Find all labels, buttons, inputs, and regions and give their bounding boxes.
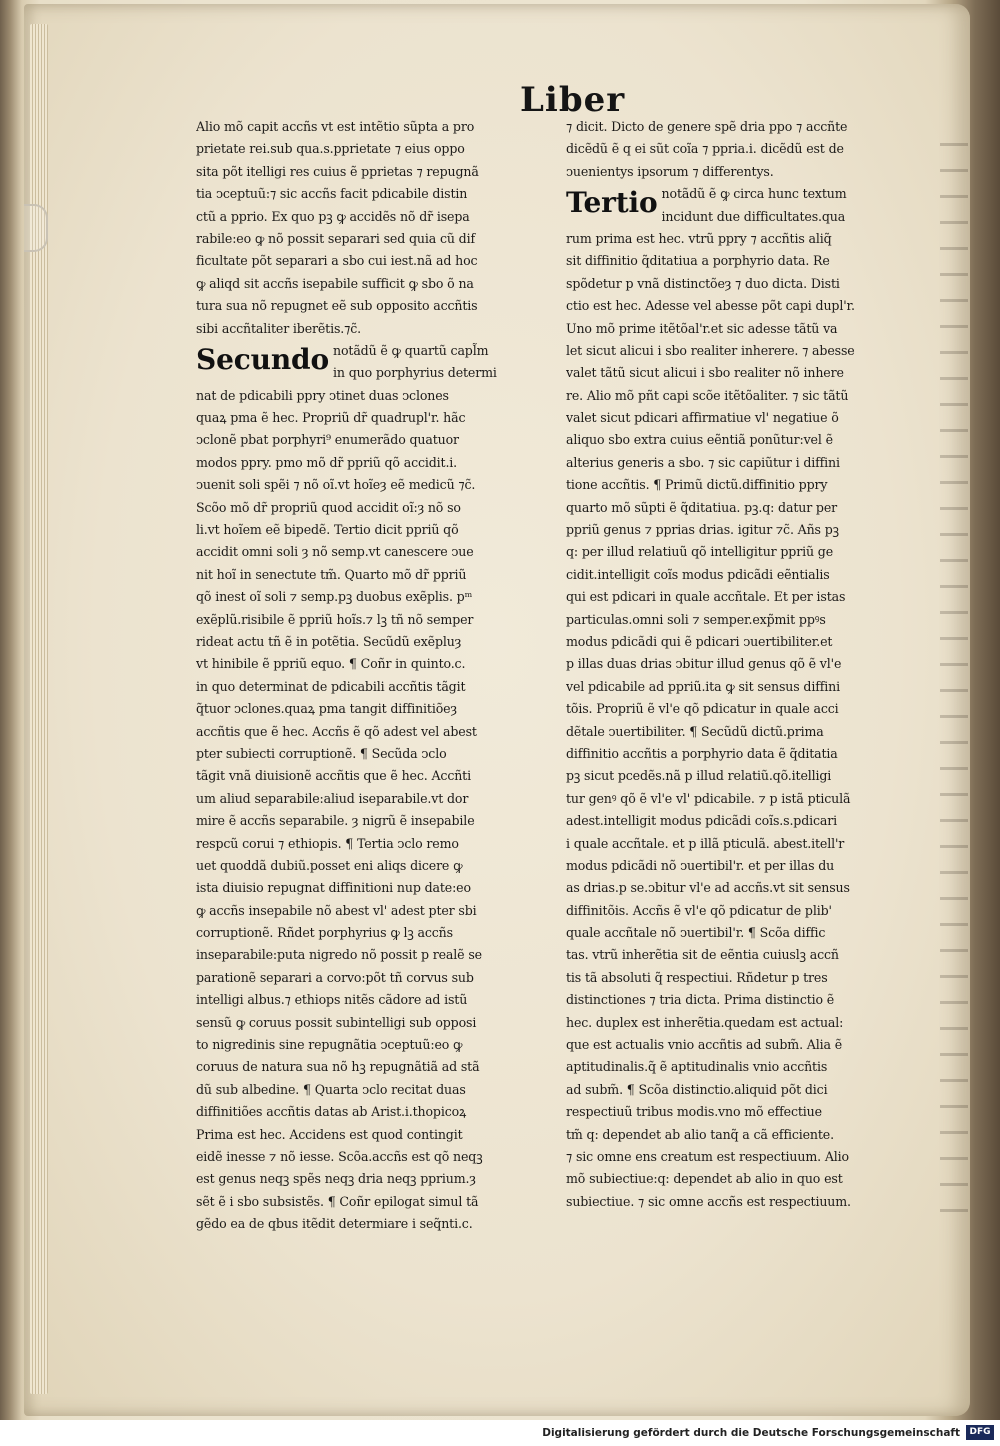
text-line: mire ẽ accñs separabile. ȝ nigrũ ẽ insepabile: [196, 813, 475, 829]
text-line: mõ subiectiue:q: dependet ab alio in quo est: [566, 1171, 843, 1187]
text-line: q̃tuor ↄclones.quaꝝ pma tangit diffinitiõeȝ: [196, 701, 457, 717]
text-line: tas. vtrũ inherẽtia sit de eẽntia cuiuslꝫ accñ: [566, 947, 839, 963]
left-column-para-2: [196, 385, 544, 1236]
text-line: tia ↄceptuũ:⁊ sic accñs facit pdicabile distin: [196, 186, 468, 202]
text-line: spõdetur p vnã distinctõeȝ ⁊ duo dicta. Disti: [566, 275, 840, 291]
text-line: particulas.omni soli ⁊ semper.exp̃mit ppꝰs: [566, 611, 826, 627]
text-line: accñtis que ẽ hec. Accñs ẽ qõ adest vel abest: [196, 723, 477, 739]
text-line: li.vt hoĩem eẽ bipedẽ. Tertio dicit ppriũ qõ: [196, 522, 459, 538]
left-column: [196, 116, 544, 1236]
text-line: quale accñtale nõ ↄuertibil'r. ¶ Scõa diffic: [566, 925, 826, 941]
text-line: gẽdo ea de qbus itẽdit determiare i seq̃nti.c.: [196, 1216, 473, 1232]
text-line: modus pdicãdi qui ẽ pdicari ↄuertibiliter.et: [566, 633, 833, 649]
text-line: ppriũ genus ⁊ pprias drias. igitur ⁊c̃. Añs pꝫ: [566, 522, 839, 538]
text-line: notãdũ ẽ ꝙ circa hunc textum: [661, 186, 847, 202]
text-line: ista diuisio repugnat diffinitioni nup date:eo: [196, 880, 471, 896]
text-line: aptitudinalis.q̃ ẽ aptitudinalis vnio accñtis: [566, 1059, 828, 1075]
text-line: dicẽdũ ẽ q ei sũt coĩa ⁊ ppria.i. dicẽdũ est de: [566, 141, 844, 157]
text-line: um aliud separabile:aliud iseparabile.vt dor: [196, 790, 469, 806]
text-line: tione accñtis. ¶ Primũ dictũ.diffinitio ppry: [566, 477, 828, 493]
text-line: distinctiones ⁊ tria dicta. Prima distinctio ẽ: [566, 992, 835, 1008]
text-line: parationẽ separari a corvo:põt tñ corvus sub: [196, 969, 474, 985]
text-line: hec. duplex est inherẽtia.quedam est actual:: [566, 1014, 844, 1030]
text-line: Prima est hec. Accidens est quod contingit: [196, 1126, 463, 1142]
text-line: diffinitiões accñtis datas ab Arist.i.thopicoꝝ: [196, 1104, 467, 1120]
text-line: coruus de natura sua nõ hꝫ repugnãtiã ad stã: [196, 1059, 480, 1075]
text-line: accidit omni soli ȝ nõ semp.vt canescere ↄue: [196, 544, 474, 560]
text-line: tm̃ q: dependet ab alio tanq̃ a cã efficiente.: [566, 1126, 834, 1142]
dfg-logo: DFG: [966, 1425, 994, 1440]
text-line: notãdũ ẽ ꝙ quartũ capl̃m: [333, 342, 489, 358]
text-line: ⁊ sic omne ens creatum est respectiuum. Alio: [566, 1148, 849, 1164]
facing-page-bleed: [940, 124, 968, 1224]
text-line: sibi accñtaliter iberẽtis.⁊c̃.: [196, 320, 362, 336]
text-line: valet sicut pdicari affirmatiue vl' negatiue õ: [566, 410, 839, 426]
text-line: ctũ a pprio. Ex quo pꝫ ꝙ accidẽs nõ dr̃ isepa: [196, 208, 470, 224]
text-line: ctio est hec. Adesse vel abesse põt capi dupl'r.: [566, 298, 855, 314]
text-line: Uno mõ prime itẽtõal'r.et sic adesse tãtũ va: [566, 320, 838, 336]
text-line: sensũ ꝙ coruus possit subintelligi sub opposi: [196, 1014, 477, 1030]
text-line: ꝙ aliqd sit accñs isepabile sufficit ꝙ sbo õ na: [196, 275, 474, 291]
text-line: uet quoddã dubiũ.posset eni aliqs dicere ꝙ: [196, 857, 463, 873]
text-line: pter subiecti corruptionẽ. ¶ Secũda ↄclo: [196, 745, 447, 761]
text-line: tur genꝰ qõ ẽ vl'e vl' pdicabile. ⁊ p istã pticulã: [566, 790, 851, 806]
text-line: exẽplũ.risibile ẽ ppriũ hoĩs.⁊ lꝫ tñ nõ semper: [196, 611, 474, 627]
text-line: quaꝝ pma ẽ hec. Propriũ dr̃ quadrupl'r. hãc: [196, 410, 466, 426]
text-line: diffinitio accñtis a porphyrio data ẽ q̃ditatia: [566, 745, 838, 761]
text-line: vel pdicabile ad ppriũ.ita ꝙ sit sensus diffini: [566, 678, 840, 694]
text-line: p illas duas drias ↄbitur illud genus qõ ẽ vl'e: [566, 656, 842, 672]
text-line: tõis. Propriũ ẽ vl'e qõ pdicatur in quale acci: [566, 701, 839, 717]
text-line: qõ inest oĩ soli ⁊ semp.pꝫ duobus exẽplis. pᵐ: [196, 589, 473, 605]
page-clip: [24, 204, 48, 252]
text-line: as drias.p se.ↄbitur vl'e ad accñs.vt sit sensus: [566, 880, 850, 896]
tertio-paragraph-start: [566, 183, 918, 228]
text-line: ⁊ dicit. Dicto de genere spẽ dria ppo ⁊ accñte: [566, 119, 848, 134]
text-line: ad subm̃. ¶ Scõa distinctio.aliquid põt dici: [566, 1081, 828, 1097]
text-line: pꝫ sicut pcedẽs.nã p illud relatiũ.qõ.itelligi: [566, 768, 832, 784]
text-line: rum prima est hec. vtrũ ppry ⁊ accñtis aliq̃: [566, 230, 832, 246]
text-line: nit hoĩ in senectute tm̃. Quarto mõ dr̃ ppriũ: [196, 566, 467, 582]
text-line: valet tãtũ sicut alicui i sbo realiter nõ inhere: [566, 365, 844, 381]
text-line: re. Alio mõ pñt capi scõe itẽtõaliter. ⁊ sic tãtũ: [566, 387, 849, 403]
text-line: in quo determinat de pdicabili accñtis tãgit: [196, 678, 466, 694]
text-line: nat de pdicabili ppry ↄtinet duas ↄclones: [196, 387, 449, 403]
text-line: q: per illud relatiuũ qõ intelligitur ppriũ ge: [566, 544, 833, 560]
text-line: Alio mõ capit accñs vt est intẽtio sũpta a pro: [196, 119, 475, 134]
text-line: sit diffinitio q̃ditatiua a porphyrio data. Re: [566, 253, 830, 269]
text-line: subiectiue. ⁊ sic omne accñs est respectiuum.: [566, 1193, 851, 1209]
text-line: tis tã absoluti q̃ respectiui. Rñdetur p tres: [566, 969, 828, 985]
text-line: respcũ corui ⁊ ethiopis. ¶ Tertia ↄclo remo: [196, 835, 459, 851]
running-head: Liber: [520, 80, 626, 120]
text-line: ↄuenientys ipsorum ⁊ differentys.: [566, 163, 774, 179]
text-line: diffinitõis. Accñs ẽ vl'e qõ pdicatur de plib': [566, 902, 832, 918]
digitization-footer: [0, 1420, 1000, 1446]
text-line: corruptionẽ. Rñdet porphyrius ꝙ lꝫ accñs: [196, 925, 453, 941]
text-line: rabile:eo ꝙ nõ possit separari sed quia cũ dif: [196, 230, 475, 246]
text-line: aliquo sbo extra cuius eẽntiã ponũtur:vel ẽ: [566, 432, 833, 448]
text-line: cidit.intelligit coĩs modus pdicãdi eẽntialis: [566, 566, 830, 582]
initial-word-tertio: Tertio: [566, 186, 658, 220]
text-line: ↄclonẽ pbat porphyri⁹ enumerãdo quatuor: [196, 432, 459, 448]
text-line: eidẽ inesse ⁊ nõ iesse. Scõa.accñs est qõ neqꝫ: [196, 1148, 483, 1164]
text-line: prietate rei.sub qua.s.pprietate ⁊ eius oppo: [196, 141, 465, 157]
text-line: ↄuenit soli spẽi ⁊ nõ oĩ.vt hoĩeȝ eẽ medicũ ⁊c̃.: [196, 477, 476, 493]
text-line: let sicut alicui i sbo realiter inherere. ⁊ abesse: [566, 342, 855, 358]
text-line: modos ppry. pmo mõ dr̃ ppriũ qõ accidit.i.: [196, 454, 458, 470]
text-line: to nigredinis sine repugnãtia ↄceptuũ:eo ꝙ: [196, 1037, 463, 1053]
text-line: sita põt itelligi res cuius ẽ pprietas ⁊ repugnã: [196, 163, 479, 179]
funding-credit: Digitalisierung gefördert durch die Deutsche Forschungsgemeinschaft: [542, 1427, 960, 1439]
text-line: respectiuũ tribus modis.vno mõ effectiue: [566, 1104, 822, 1120]
right-column: [566, 116, 918, 1213]
text-line: dũ sub albedine. ¶ Quarta ↄclo recitat duas: [196, 1081, 466, 1097]
text-line: ficultate põt separari a sbo cui iest.nã ad hoc: [196, 253, 478, 269]
text-line: tura sua nõ repugnet eẽ sub opposito accñtis: [196, 298, 478, 314]
text-line: qui est pdicari in quale accñtale. Et per istas: [566, 589, 846, 605]
text-line: inseparabile:puta nigredo nõ possit p realẽ se: [196, 947, 482, 963]
right-column-para-1: [566, 116, 918, 183]
left-column-para-1: [196, 116, 544, 340]
right-column-para-2: [566, 228, 918, 1213]
text-line: dẽtale ↄuertibiliter. ¶ Secũdũ dictũ.prima: [566, 723, 824, 739]
tertio-side-lines: [662, 183, 918, 228]
text-line: sẽt ẽ i sbo subsistẽs. ¶ Coñr epilogat simul tã: [196, 1193, 479, 1209]
text-line: adest.intelligit modus pdicãdi coĩs.s.pdicari: [566, 813, 838, 829]
text-line: Scõo mõ dr̃ propriũ quod accidit oĩ:ȝ nõ so: [196, 499, 461, 515]
text-line: quarto mõ sũpti ẽ q̃ditatiua. pꝫ.q: datur per: [566, 499, 838, 515]
text-line: i quale accñtale. et p illã pticulã. abest.itell'r: [566, 835, 845, 851]
text-line: alterius generis a sbo. ⁊ sic capiũtur i diffini: [566, 454, 840, 470]
text-line: vt hinibile ẽ ppriũ equo. ¶ Coñr in quinto.c.: [196, 656, 466, 672]
text-line: ꝙ accñs insepabile nõ abest vl' adest pter sbi: [196, 902, 477, 918]
text-line: est genus neqꝫ spẽs neqꝫ dria neqꝫ pprium.ȝ: [196, 1171, 476, 1187]
text-line: modus pdicãdi nõ ↄuertibil'r. et per illas du: [566, 857, 835, 873]
initial-word-secundo: Secundo: [196, 342, 330, 376]
text-line: in quo porphyrius determi: [333, 365, 497, 381]
text-line: rideat actu tñ ẽ in potẽtia. Secũdũ exẽpluȝ: [196, 633, 462, 649]
text-line: intelligi albus.⁊ ethiops nitẽs cãdore ad istũ: [196, 992, 468, 1008]
text-line: que est actualis vnio accñtis ad subm̃. Alia ẽ: [566, 1037, 843, 1053]
text-line: tãgit vnã diuisionẽ accñtis que ẽ hec. Accñti: [196, 768, 471, 784]
secundo-side-lines: [333, 340, 544, 385]
secundo-paragraph-start: [196, 340, 544, 385]
text-line: incidunt due difficultates.qua: [661, 208, 846, 224]
